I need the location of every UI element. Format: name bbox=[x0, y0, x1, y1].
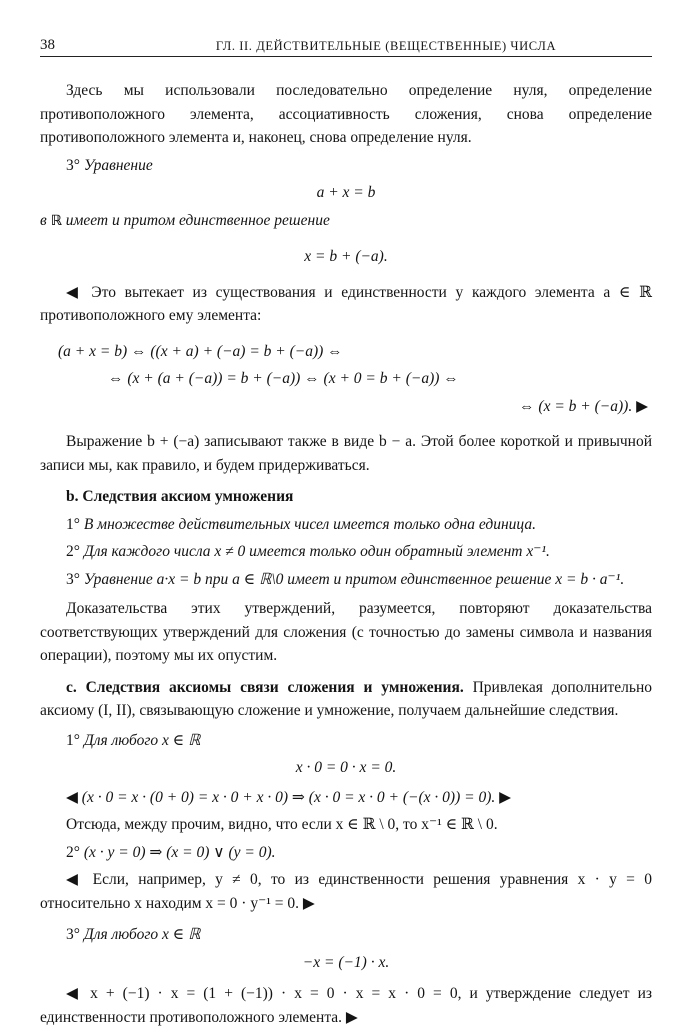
equation-a-plus-x: a + x = b bbox=[316, 184, 376, 201]
proof-no-zero-divisors: ◀ Если, например, y ≠ 0, то из единственности решения уравнения x · y = 0 относительно x находим x = 0 · y⁻¹ = 0. ▶ bbox=[40, 871, 652, 912]
book-page bbox=[40, 30, 652, 1029]
proof-negation: ◀ x + (−1) · x = (1 + (−1)) · x = 0 · x = x · 0 = 0, и утверждение следует из единственности противоположного элемента. ▶ bbox=[40, 985, 652, 1026]
running-title: ГЛ. II. ДЕЙСТВИТЕЛЬНЫЕ (ВЕЩЕСТВЕННЫЕ) ЧИСЛА bbox=[215, 39, 557, 53]
item-label: 3° bbox=[66, 926, 80, 943]
page-header bbox=[40, 30, 652, 57]
item-label: 3° bbox=[66, 570, 80, 588]
prefix-word: в bbox=[40, 211, 47, 229]
item-text: Уравнение a·x = b при a ∈ ℝ\0 имеет и притом единственное решение x = b · a⁻¹. bbox=[83, 570, 625, 588]
mult-item-2 bbox=[40, 540, 652, 564]
equation-negation: −x = (−1) · x. bbox=[302, 953, 390, 971]
chain-line-3: ⇔ (x = b + (−a)). ▶ bbox=[519, 397, 648, 415]
reals-symbol: ℝ bbox=[50, 212, 62, 229]
mult-item-3 bbox=[40, 568, 652, 592]
paragraph-hence: Отсюда, между прочим, видно, что если x ∈ ℝ \ 0, то x⁻¹ ∈ ℝ \ 0. bbox=[66, 816, 498, 833]
proof-uniqueness: ◀ Это вытекает из существования и единственности у каждого элемента a ∈ ℝ противоположного ему элемента: bbox=[40, 283, 652, 324]
item-label: 3° bbox=[66, 156, 80, 174]
item-label: 1° bbox=[66, 515, 80, 533]
equivalence-chain bbox=[40, 340, 652, 419]
c-item-2 bbox=[40, 841, 652, 865]
item-text: Для любого x ∈ ℝ bbox=[83, 731, 201, 749]
equation-zero-product: x · 0 = 0 · x = 0. bbox=[295, 759, 397, 776]
proof-zero-product: ◀ (x · 0 = x · (0 + 0) = x · 0 + x · 0) ⇒ (x · 0 = x · 0 + (−(x · 0)) = 0). ▶ bbox=[66, 788, 512, 806]
c-item-3 bbox=[40, 923, 652, 947]
c-item-1 bbox=[40, 729, 652, 753]
item-3-continuation bbox=[40, 209, 652, 234]
item-title: Уравнение bbox=[83, 156, 153, 174]
paragraph-proofs-omitted: Доказательства этих утверждений, разумеется, повторяют доказательства соответствующих утверждений для сложения (с точностью до замены символа и названия операции), поэтому мы их опустим. bbox=[40, 600, 652, 664]
item-text: Для любого x ∈ ℝ bbox=[83, 926, 201, 943]
item-text: В множестве действительных чисел имеется только одна единица. bbox=[83, 515, 536, 533]
item-label: 1° bbox=[66, 731, 80, 749]
equation-solution: x = b + (−a). bbox=[304, 248, 388, 265]
chain-line-1: (a + x = b) ⇔ ((x + a) + (−a) = b + (−a)) ⇔ bbox=[58, 342, 343, 360]
item-text: (x · y = 0) ⇒ (x = 0) ∨ (y = 0). bbox=[83, 843, 276, 861]
section-c-text: Привлекая дополнительно аксиому (I, II), связывающую сложение и умножение, получаем дальнейшие следствия. bbox=[40, 678, 653, 719]
mult-item-1 bbox=[40, 513, 652, 537]
item-text: Для каждого числа x ≠ 0 имеется только один обратный элемент x⁻¹. bbox=[83, 543, 550, 560]
item-3-heading bbox=[40, 154, 652, 178]
section-c-title: c. Следствия аксиомы связи сложения и умножения. bbox=[66, 678, 464, 696]
item-label: 2° bbox=[66, 543, 80, 560]
paragraph-intro: Здесь мы использовали последовательно определение нуля, определение противоположного элемента, ассоциативность сложения, снова определение противоположного элемента и, наконец, снова определение нуля. bbox=[40, 82, 652, 146]
paragraph-expression: Выражение b + (−a) записывают также в виде b − a. Этой более короткой и привычной записи мы, как правило, и будем придерживаться. bbox=[40, 433, 652, 474]
page-number: 38 bbox=[40, 37, 55, 53]
continuation-text: имеет и притом единственное решение bbox=[65, 211, 330, 229]
section-b-title: b. Следствия аксиом умножения bbox=[66, 488, 294, 505]
item-label: 2° bbox=[66, 843, 80, 861]
chain-line-2: ⇔ (x + (a + (−a)) = b + (−a)) ⇔ (x + 0 = b + (−a)) ⇔ bbox=[108, 370, 459, 387]
section-c bbox=[40, 676, 652, 723]
